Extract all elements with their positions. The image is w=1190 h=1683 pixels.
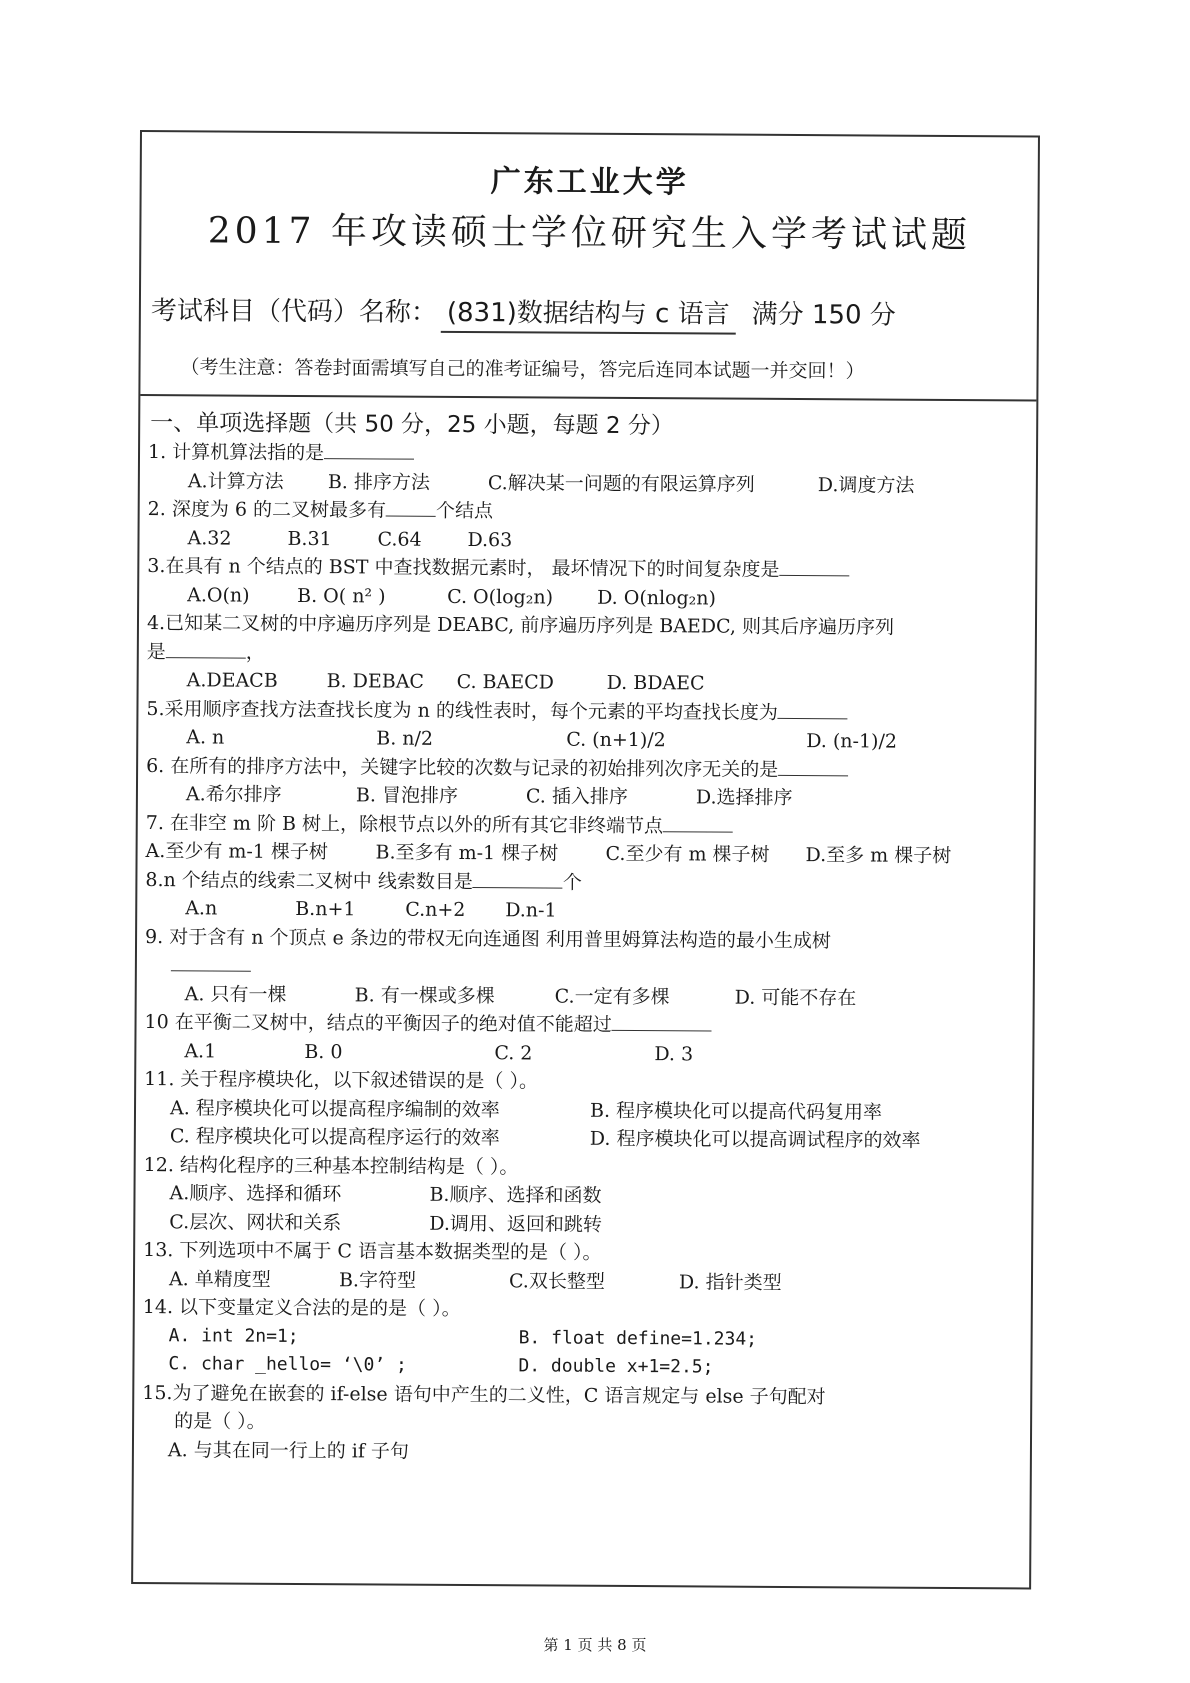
option-a: A. 程序模块化可以提高程序编制的效率 [169,1096,500,1121]
option-b: B.n+1 [295,897,356,921]
option-b: B. O( n² ) [297,584,386,608]
option-c: C.解决某一问题的有限运算序列 [487,471,755,496]
option-d: D. double x+1=2.5; [518,1355,714,1378]
option-c: C. 程序模块化可以提高程序运行的效率 [169,1125,500,1150]
school-name: 广东工业大学 [490,164,689,201]
question-text-tail: 个结点 [435,499,494,523]
option-a: A. 只有一棵 [184,982,287,1006]
header-divider [140,394,1036,401]
option-b: B. DEBAC [326,670,425,693]
option-d: D.至多 m 棵子树 [805,844,952,867]
question-text: 3.在具有 n 个结点的 BST 中查找数据元素时， 最坏情况下的时间复杂度是 [147,555,780,581]
option-b: B. float define=1.234; [518,1326,758,1350]
question-text: 9. 对于含有 n 个顶点 e 条边的带权无向连通图 利用普里姆算法构造的最小生成树 [145,925,831,952]
option-a: A. 单精度型 [168,1267,271,1291]
option-d: D. 程序模块化可以提高调试程序的效率 [589,1127,921,1152]
option-b: B. 排序方法 [327,470,430,494]
option-b: B. 冒泡排序 [355,784,459,807]
option-d: D. 3 [654,1042,694,1065]
option-b: B. 0 [304,1040,343,1063]
question-text: 2. 深度为 6 的二叉树最多有 [147,498,387,522]
question-text: 12. 结构化程序的三种基本控制结构是（ ）。 [143,1153,519,1178]
option-d: D. 可能不存在 [734,986,857,1009]
exam-frame [131,130,1040,1589]
option-c: C. O(log₂n) [447,585,554,609]
question-text: 7. 在非空 m 阶 B 树上，除根节点以外的所有其它非终端节点 [145,811,664,837]
option-c: C. (n+1)/2 [566,728,666,752]
question-text: 10 在平衡二叉树中，结点的平衡因子的绝对值不能超过 [144,1011,612,1036]
question-8-options [145,894,1025,928]
question-text: 6. 在所有的排序方法中，关键字比较的次数与记录的初始排列次序无关的是 [146,754,779,781]
question-6-options [146,780,1026,814]
question-14-options-row2 [142,1350,1022,1384]
option-a: A. int 2n=1; [168,1324,299,1347]
exam-notice: （考生注意：答卷封面需填写自己的准考证编号，答完后连同本试题一并交回！） [180,356,865,383]
option-a: A.顺序、选择和循环 [169,1182,342,1206]
question-7-options [146,837,1026,871]
question-9 [145,923,1025,957]
option-a: A. 与其在同一行上的 if 子句 [167,1438,410,1463]
option-b: B.字符型 [338,1268,417,1292]
question-text: 15.为了避免在嵌套的 if-else 语句中产生的二义性，C 语言规定与 else 子句配对 [142,1381,826,1408]
subject-label: 考试科目（代码）名称： [150,296,437,328]
answer-blank [663,813,733,832]
option-c: C. 2 [494,1041,533,1064]
option-c: C. 插入排序 [525,785,628,808]
answer-blank [778,756,848,775]
option-b: B.31 [287,527,332,550]
question-11-options-row2 [144,1122,1024,1156]
question-text: 4.已知某二叉树的中序遍历序列是 DEABC, 前序遍历序列是 BAEDC, 则其后序遍历序列 [146,612,895,639]
question-text: 8.n 个结点的线索二叉树中 线索数目是 [145,868,473,893]
answer-blank [324,440,414,460]
question-text-tail: ， [245,641,265,664]
question-text: 11. 关于程序模块化，以下叙述错误的是（ ）。 [144,1068,539,1093]
option-a: A.32 [187,526,232,550]
question-text: 5.采用顺序查找方法查找长度为 n 的线性表时，每个元素的平均查找长度为 [146,697,778,724]
option-a: A.O(n) [187,583,250,607]
question-text: 13. 下列选项中不属于 C 语言基本数据类型的是（ ）。 [143,1239,602,1264]
question-list [142,438,1028,1469]
question-text: 1. 计算机算法指的是 [147,441,325,465]
option-c: C.64 [377,527,422,551]
option-d: D.调用、返回和跳转 [429,1212,603,1236]
option-a: A.希尔排序 [185,783,282,806]
option-d: D. BDAEC [606,671,705,695]
option-c: C.n+2 [405,898,466,922]
answer-blank [780,557,850,576]
question-15-options [142,1436,1022,1470]
option-c: C. char _hello= ‘\0’ ; [168,1353,407,1376]
answer-blank [166,639,246,658]
answer-blank [778,699,848,718]
question-15 [142,1379,1022,1413]
question-text-cont: 的是（ ）。 [174,1410,266,1433]
exam-title: 2017 年攻读硕士学位研究生入学考试试题 [207,210,972,257]
answer-blank [473,869,563,889]
option-a: A.至少有 m-1 棵子树 [145,840,329,864]
option-b: B. n/2 [376,727,434,750]
option-a: A.DEACB [186,669,278,692]
option-c: C.双长整型 [508,1269,605,1293]
option-d: D.63 [467,528,513,551]
answer-blank [612,1012,712,1032]
option-d: D.选择排序 [695,786,793,809]
option-b: B. 程序模块化可以提高代码复用率 [589,1099,883,1124]
option-a: A.计算方法 [187,469,284,493]
question-text: 14. 以下变量定义合法的是的是（ ）。 [142,1296,461,1320]
full-score: 满分 150 分 [751,299,896,331]
question-text-cont: 是 [146,640,166,663]
question-4 [147,609,1027,643]
option-a: A.n [185,897,218,920]
question-text-tail: 个 [562,871,582,894]
option-a: A.1 [184,1039,217,1062]
option-b: B.顺序、选择和函数 [429,1183,602,1207]
option-c: C.至少有 m 棵子树 [605,842,770,866]
option-d: D. (n-1)/2 [806,730,898,753]
section-heading: 一、单项选择题（共 50 分，25 小题，每题 2 分） [150,410,675,440]
option-a: A. n [186,726,225,749]
option-c: C.一定有多棵 [554,985,670,1008]
option-d: D. 指针类型 [678,1270,782,1294]
option-d: D. O(nlog₂n) [597,586,717,610]
option-b: B.至多有 m-1 棵子树 [375,841,559,865]
option-d: D.n-1 [505,899,557,922]
option-c: C. BAECD [456,670,554,694]
answer-blank [386,498,436,517]
option-d: D.调度方法 [817,473,915,497]
subject-name: (831)数据结构与 c 语言 [441,292,736,335]
page-footer: 第 1 页 共 8 页 [543,1636,647,1654]
option-b: B. 有一棵或多棵 [354,983,495,1007]
option-c: C.层次、网状和关系 [169,1210,342,1234]
answer-blank [171,952,251,971]
subject-line [151,290,1027,336]
